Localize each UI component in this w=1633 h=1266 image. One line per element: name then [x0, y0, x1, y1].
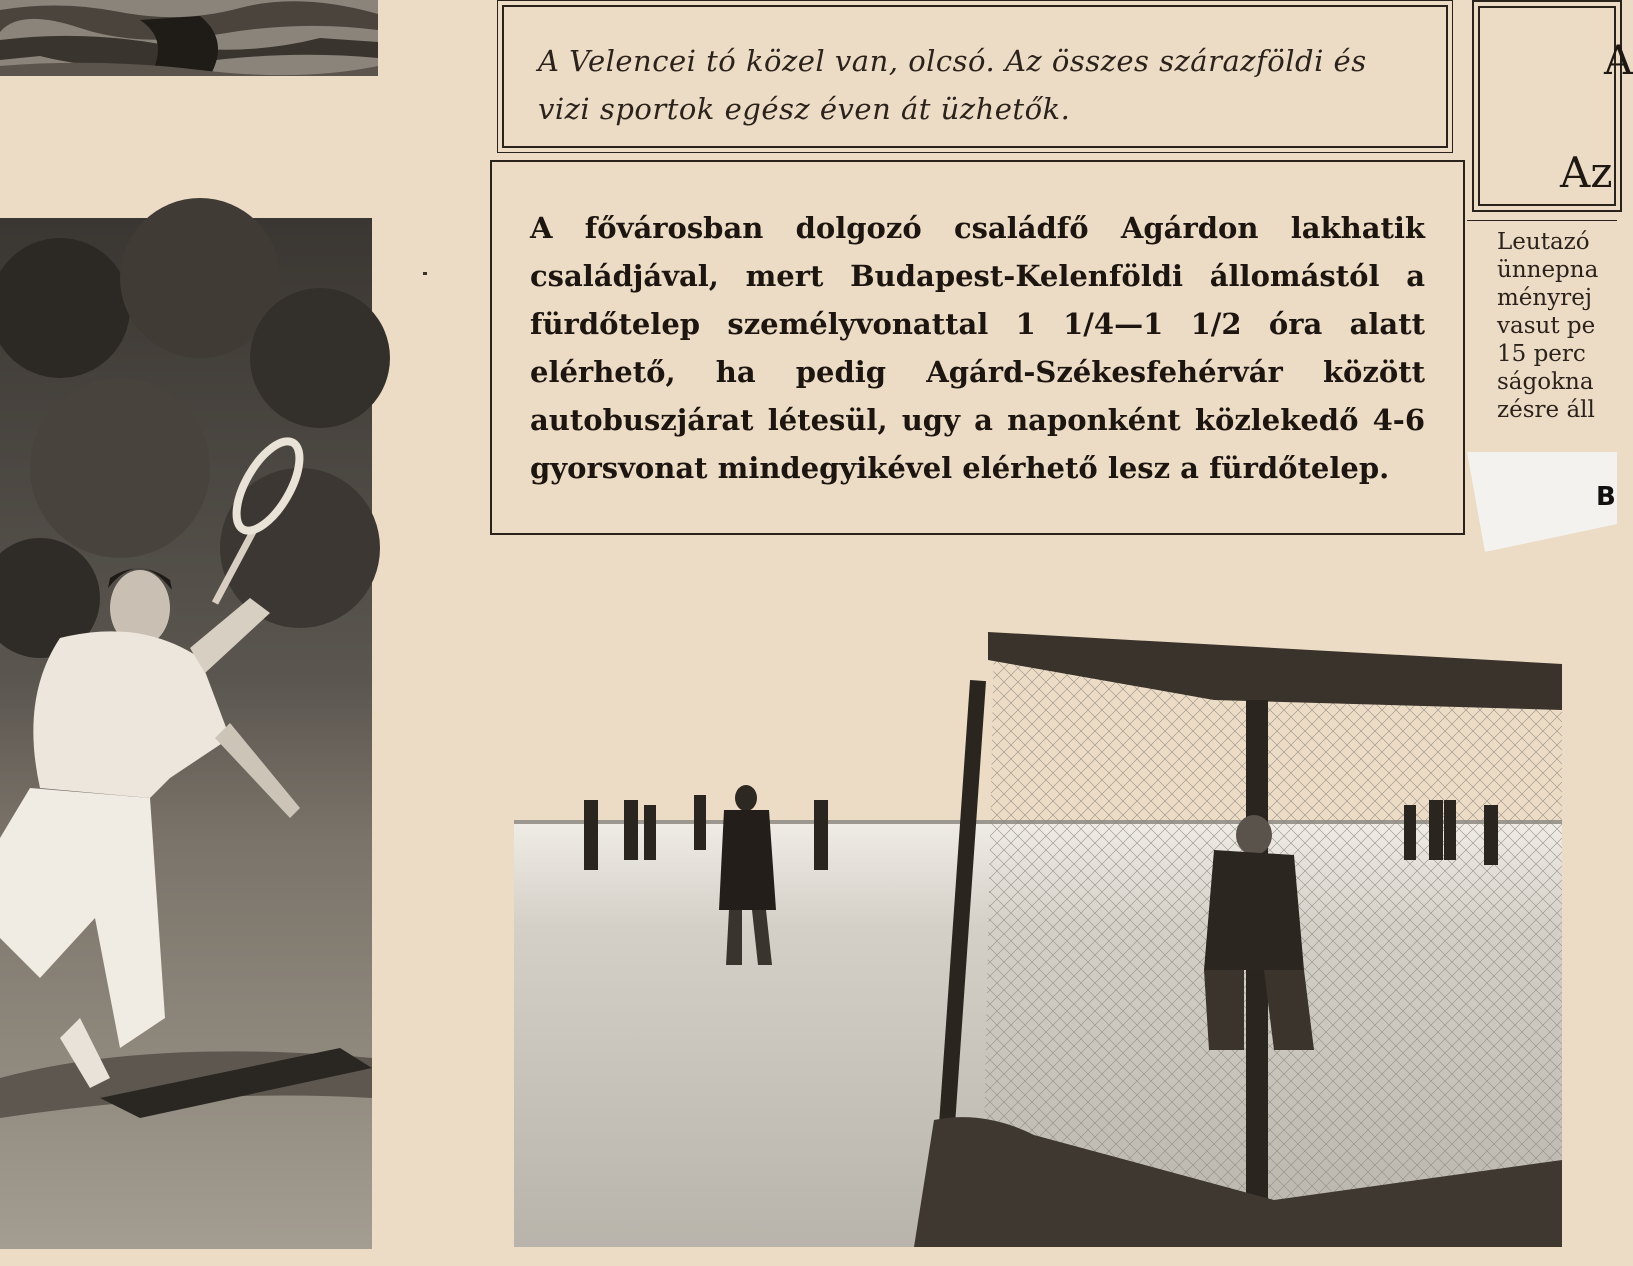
ink-mark	[423, 272, 427, 275]
paper-tab	[1467, 452, 1617, 552]
right-column-line: 15 perc	[1497, 341, 1586, 367]
right-column-line: zésre áll	[1497, 397, 1595, 423]
right-column-fragment-az: Az	[1560, 148, 1613, 197]
right-column-line: vasut pe	[1497, 313, 1596, 339]
right-column-line: ságokna	[1497, 369, 1594, 395]
main-text-box	[490, 160, 1465, 535]
right-column-frame	[1472, 0, 1633, 212]
right-column-text	[1497, 228, 1617, 424]
water-photo	[0, 0, 378, 76]
tennis-player-photo	[0, 218, 372, 1249]
right-column-rule	[1467, 220, 1617, 221]
right-column-line: ményrej	[1497, 285, 1592, 311]
right-column-line: ünnepna	[1497, 257, 1599, 283]
paper-tab-letter: B	[1596, 482, 1616, 512]
italic-info-box	[497, 0, 1453, 153]
right-column-line: Leutazó	[1497, 229, 1590, 255]
main-paragraph: A fővárosban dolgozó családfő Agárdon lakhatik családjával, mert Budapest-Kelenföldi állomástól a fürdőtelep személyvonattal 1 1/4—1 1/2 óra alatt elérhető, ha pedig Agárd-Székesfehérvár között autobuszjárat létesül, ugy a naponként közlekedő 4-6 gyorsvonat mindegyikével elérhető lesz a fürdőtelep.	[530, 211, 1425, 485]
ice-hockey-goal-photo	[514, 640, 1562, 1247]
italic-box-text: A Velencei tó közel van, olcsó. Az összes szárazföldi és vizi sportok egész éven át üzhetők.	[538, 44, 1367, 126]
right-column-fragment-top: A	[1604, 38, 1633, 84]
